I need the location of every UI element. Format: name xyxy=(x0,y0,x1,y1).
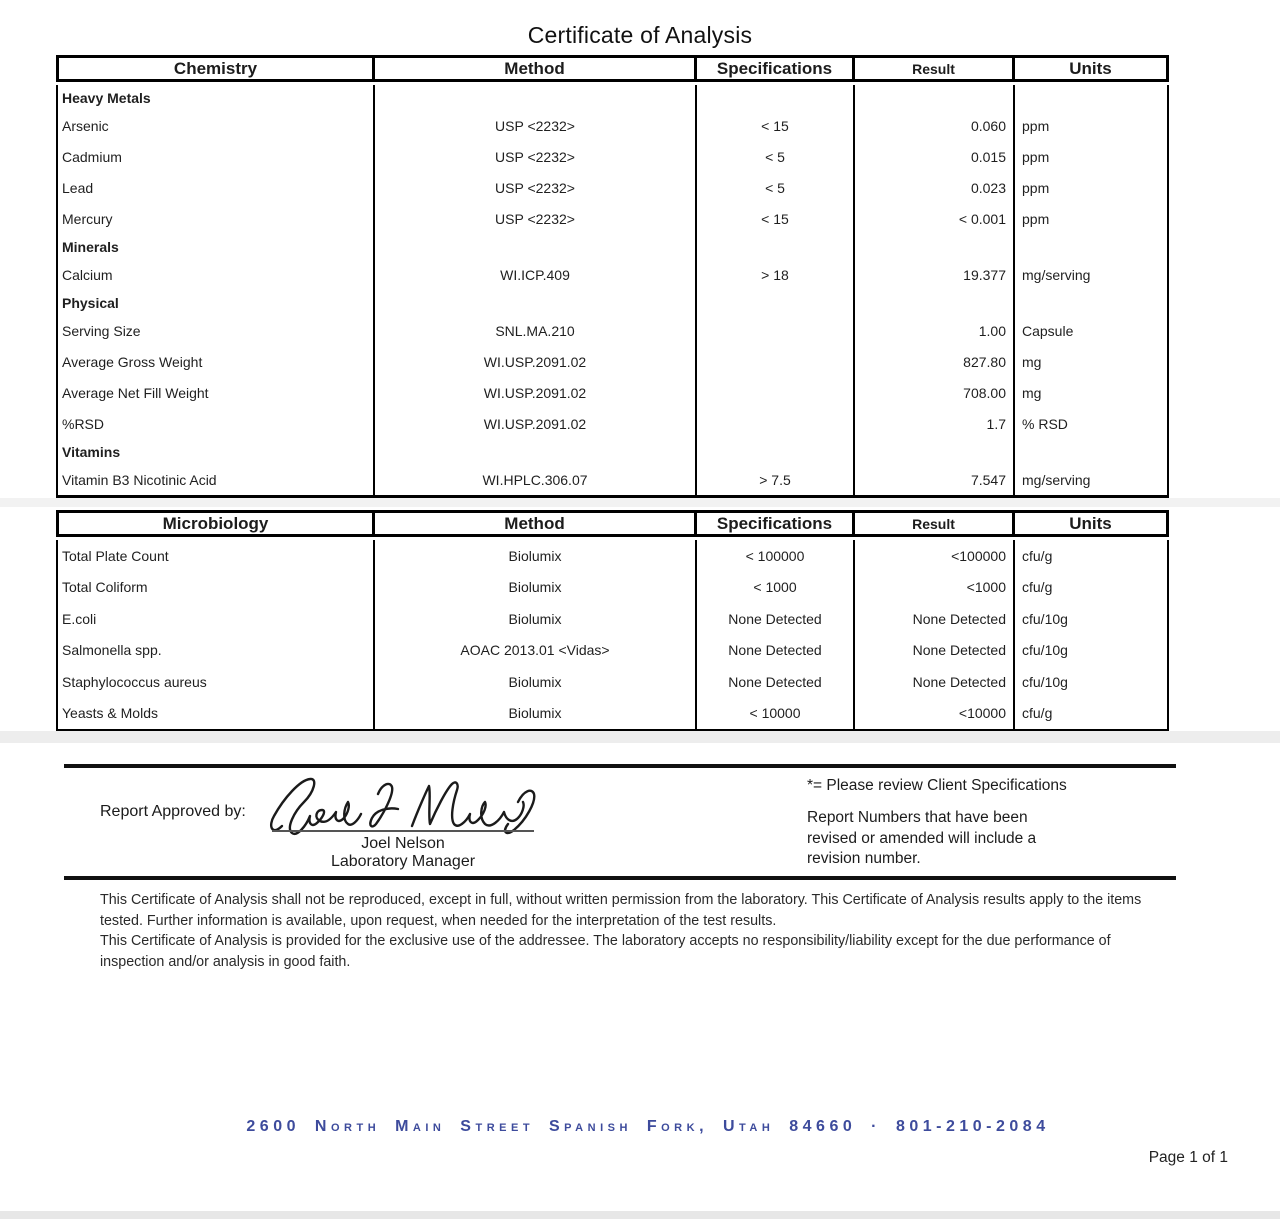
method-cell: WI.HPLC.306.07 xyxy=(375,464,697,495)
analyte-cell: E.coli xyxy=(58,603,375,635)
result-cell: 0.023 xyxy=(855,172,1015,203)
table-row xyxy=(58,464,1167,495)
units-cell: % RSD xyxy=(1022,415,1068,432)
page-title: Certificate of Analysis xyxy=(527,22,753,48)
specification-cell: < 100000 xyxy=(697,540,855,572)
analyte-cell: Average Gross Weight xyxy=(58,346,375,377)
microbiology-table-body xyxy=(56,540,1169,732)
table-row xyxy=(58,203,1167,234)
column-header-specifications: Specifications xyxy=(697,513,855,534)
client-specifications-note: *= Please review Client Specifications xyxy=(807,777,1067,794)
analyte-cell: Minerals xyxy=(58,234,375,259)
signature-line xyxy=(272,830,534,832)
handwritten-signature-icon xyxy=(266,776,542,838)
analyte-cell: Calcium xyxy=(58,259,375,290)
divider-rule-top xyxy=(64,764,1176,768)
units-cell: cfu/g xyxy=(1022,579,1053,596)
units-cell: ppm xyxy=(1022,210,1050,227)
result-cell xyxy=(855,439,1015,464)
column-header-result: Result xyxy=(855,58,1015,79)
result-cell xyxy=(855,234,1015,259)
method-cell: Biolumix xyxy=(375,698,697,730)
specification-cell: < 1000 xyxy=(697,572,855,604)
table-row xyxy=(58,110,1167,141)
specification-cell xyxy=(697,377,855,408)
result-cell: < 0.001 xyxy=(855,203,1015,234)
analyte-cell: Yeasts & Molds xyxy=(58,698,375,730)
column-header-microbiology: Microbiology xyxy=(59,513,375,534)
specification-cell xyxy=(697,85,855,110)
table-row xyxy=(58,635,1167,667)
result-cell xyxy=(855,85,1015,110)
analyte-cell: Vitamin B3 Nicotinic Acid xyxy=(58,464,375,495)
specification-cell: > 7.5 xyxy=(697,464,855,495)
specification-cell xyxy=(697,290,855,315)
signer-name: Joel Nelson xyxy=(361,835,445,852)
result-cell: <100000 xyxy=(855,540,1015,572)
lab-address: 2600 North Main Street Spanish Fork, Utah 84660 · 801-210-2084 xyxy=(246,1118,1050,1135)
table-row xyxy=(58,408,1167,439)
table-row xyxy=(58,698,1167,730)
table-row xyxy=(58,666,1167,698)
method-cell: USP <2232> xyxy=(375,172,697,203)
method-cell: WI.USP.2091.02 xyxy=(375,408,697,439)
result-cell xyxy=(855,290,1015,315)
analyte-cell: Arsenic xyxy=(58,110,375,141)
section-row xyxy=(58,234,1167,259)
units-cell: mg xyxy=(1022,353,1042,370)
method-cell: WI.USP.2091.02 xyxy=(375,377,697,408)
section-row xyxy=(58,290,1167,315)
table-row xyxy=(58,377,1167,408)
method-cell: Biolumix xyxy=(375,540,697,572)
method-cell: Biolumix xyxy=(375,603,697,635)
result-cell: <1000 xyxy=(855,572,1015,604)
disclaimer-paragraph-2: This Certificate of Analysis is provided for the exclusive use of the addressee. The laboratory accepts no responsibility/liability except for the due performance of inspection and/or analysis in good faith. xyxy=(100,933,1111,970)
specification-cell: None Detected xyxy=(697,666,855,698)
column-header-units: Units xyxy=(1069,513,1112,533)
analyte-cell: Total Plate Count xyxy=(58,540,375,572)
specification-cell: < 5 xyxy=(697,172,855,203)
revision-note: Report Numbers that have been revised or amended will include a revision number. xyxy=(807,809,1037,867)
specification-cell: None Detected xyxy=(697,603,855,635)
specification-cell: < 5 xyxy=(697,141,855,172)
units-cell xyxy=(1015,234,1167,259)
table-row xyxy=(58,259,1167,290)
table-row xyxy=(58,172,1167,203)
analyte-cell: Heavy Metals xyxy=(58,85,375,110)
result-cell: 0.060 xyxy=(855,110,1015,141)
analyte-cell: Physical xyxy=(58,290,375,315)
method-cell: SNL.MA.210 xyxy=(375,315,697,346)
analyte-cell: Lead xyxy=(58,172,375,203)
scan-artifact-band xyxy=(0,731,1280,743)
disclaimer-text xyxy=(100,890,1160,972)
table-row xyxy=(58,141,1167,172)
column-header-method: Method xyxy=(375,58,697,79)
method-cell: AOAC 2013.01 <Vidas> xyxy=(375,635,697,667)
page-number: Page 1 of 1 xyxy=(1148,1149,1228,1166)
method-cell xyxy=(375,439,697,464)
specification-cell xyxy=(697,439,855,464)
table-row xyxy=(58,572,1167,604)
scan-artifact-band xyxy=(0,1211,1280,1219)
result-cell: 1.7 xyxy=(855,408,1015,439)
units-cell: ppm xyxy=(1022,179,1050,196)
specification-cell xyxy=(697,408,855,439)
analyte-cell: Total Coliform xyxy=(58,572,375,604)
column-header-result: Result xyxy=(855,513,1015,534)
result-cell: 708.00 xyxy=(855,377,1015,408)
microbiology-table-header xyxy=(56,510,1169,537)
analyte-cell: Cadmium xyxy=(58,141,375,172)
result-cell: 0.015 xyxy=(855,141,1015,172)
specification-cell: < 10000 xyxy=(697,698,855,730)
method-cell xyxy=(375,290,697,315)
units-cell: cfu/g xyxy=(1022,547,1053,564)
units-cell: ppm xyxy=(1022,117,1050,134)
report-approved-label: Report Approved by: xyxy=(100,803,246,820)
result-cell: 827.80 xyxy=(855,346,1015,377)
units-cell xyxy=(1015,85,1167,110)
column-header-method: Method xyxy=(375,513,697,534)
units-cell: mg xyxy=(1022,384,1042,401)
scan-artifact-band xyxy=(0,498,1280,507)
column-header-chemistry: Chemistry xyxy=(59,58,375,79)
method-cell: Biolumix xyxy=(375,666,697,698)
units-cell: Capsule xyxy=(1022,322,1074,339)
units-cell: mg/serving xyxy=(1022,266,1091,283)
column-header-units: Units xyxy=(1069,58,1112,78)
units-cell: cfu/10g xyxy=(1022,673,1068,690)
result-cell: None Detected xyxy=(855,666,1015,698)
specification-cell xyxy=(697,346,855,377)
result-cell: 19.377 xyxy=(855,259,1015,290)
result-cell: <10000 xyxy=(855,698,1015,730)
table-row xyxy=(58,540,1167,572)
specification-cell xyxy=(697,315,855,346)
analyte-cell: Serving Size xyxy=(58,315,375,346)
table-row xyxy=(58,603,1167,635)
units-cell: ppm xyxy=(1022,148,1050,165)
method-cell xyxy=(375,234,697,259)
specification-cell: < 15 xyxy=(697,110,855,141)
units-cell: cfu/g xyxy=(1022,705,1053,722)
units-cell xyxy=(1015,439,1167,464)
units-cell: cfu/10g xyxy=(1022,610,1068,627)
analyte-cell: Average Net Fill Weight xyxy=(58,377,375,408)
table-row xyxy=(58,315,1167,346)
units-cell: mg/serving xyxy=(1022,471,1091,488)
method-cell: USP <2232> xyxy=(375,203,697,234)
specification-cell xyxy=(697,234,855,259)
method-cell: USP <2232> xyxy=(375,141,697,172)
specification-cell: > 18 xyxy=(697,259,855,290)
specification-cell: None Detected xyxy=(697,635,855,667)
chemistry-table-body xyxy=(56,85,1169,498)
units-cell xyxy=(1015,290,1167,315)
specification-cell: < 15 xyxy=(697,203,855,234)
method-cell: WI.ICP.409 xyxy=(375,259,697,290)
result-cell: 1.00 xyxy=(855,315,1015,346)
signature-image xyxy=(266,776,542,838)
method-cell xyxy=(375,85,697,110)
result-cell: None Detected xyxy=(855,603,1015,635)
analyte-cell: %RSD xyxy=(58,408,375,439)
divider-rule-bottom xyxy=(64,876,1176,880)
table-row xyxy=(58,346,1167,377)
analyte-cell: Mercury xyxy=(58,203,375,234)
method-cell: USP <2232> xyxy=(375,110,697,141)
result-cell: 7.547 xyxy=(855,464,1015,495)
units-cell: cfu/10g xyxy=(1022,642,1068,659)
result-cell: None Detected xyxy=(855,635,1015,667)
column-header-specifications: Specifications xyxy=(697,58,855,79)
method-cell: Biolumix xyxy=(375,572,697,604)
chemistry-table-header xyxy=(56,55,1169,82)
section-row xyxy=(58,85,1167,110)
method-cell: WI.USP.2091.02 xyxy=(375,346,697,377)
section-row xyxy=(58,439,1167,464)
signer-title: Laboratory Manager xyxy=(330,853,476,870)
analyte-cell: Staphylococcus aureus xyxy=(58,666,375,698)
disclaimer-paragraph-1: This Certificate of Analysis shall not be reproduced, except in full, without written permission from the laboratory. This Certificate of Analysis results apply to the items tested. Further information is available, upon request, when needed for the interpretation of the test results. xyxy=(100,892,1142,929)
analyte-cell: Vitamins xyxy=(58,439,375,464)
analyte-cell: Salmonella spp. xyxy=(58,635,375,667)
